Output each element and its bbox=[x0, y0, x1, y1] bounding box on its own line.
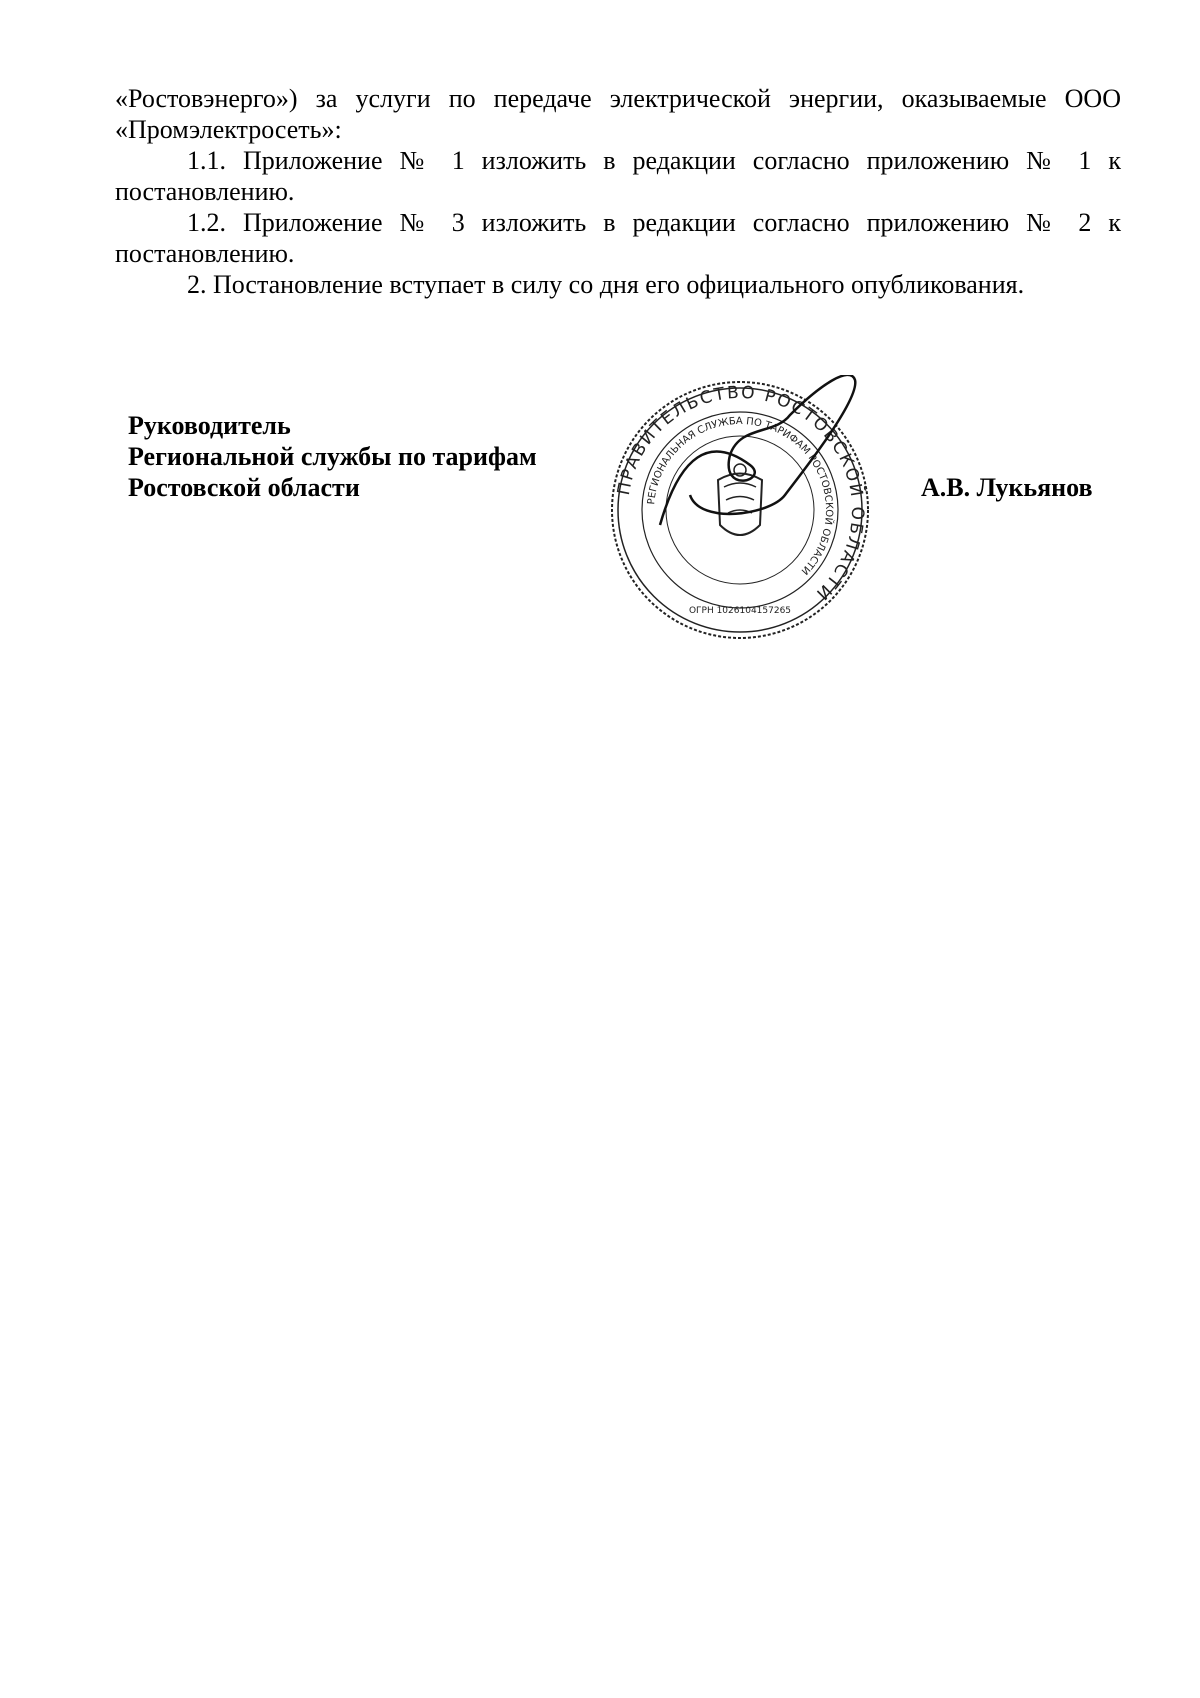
paragraph-item-1-1: 1.1. Приложение № 1 изложить в редакции согласно приложению № 1 к постановлению. bbox=[115, 146, 1121, 206]
seal-registration-number: ОГРН 1026104157265 bbox=[688, 606, 792, 616]
seal-inner-text: РЕГИОНАЛЬНАЯ СЛУЖБА ПО ТАРИФАМ РОСТОВСКОЙ ОБЛАСТИ bbox=[646, 415, 835, 577]
official-seal bbox=[600, 375, 880, 645]
paragraph-continuation: «Ростовэнерго») за услуги по передаче электрической энергии, оказываемые ООО «Промэлектросеть»: bbox=[115, 84, 1121, 144]
document-body bbox=[115, 83, 1121, 300]
signatory-name: А.В. Лукьянов bbox=[921, 473, 1093, 502]
signatory-title-line-2: Региональной службы по тарифам bbox=[128, 442, 537, 471]
seal-outer-text: ПРАВИТЕЛЬСТВО РОСТОВСКОЙ ОБЛАСТИ bbox=[613, 382, 868, 605]
signatory-title-line-1: Руководитель bbox=[128, 411, 291, 440]
paragraph-item-2: 2. Постановление вступает в силу со дня его официального опубликования. bbox=[187, 270, 1025, 299]
signatory-title-line-3: Ростовской области bbox=[128, 473, 360, 502]
paragraph-item-1-2: 1.2. Приложение № 3 изложить в редакции согласно приложению № 2 к постановлению. bbox=[115, 208, 1121, 268]
signatory-title bbox=[128, 410, 537, 503]
